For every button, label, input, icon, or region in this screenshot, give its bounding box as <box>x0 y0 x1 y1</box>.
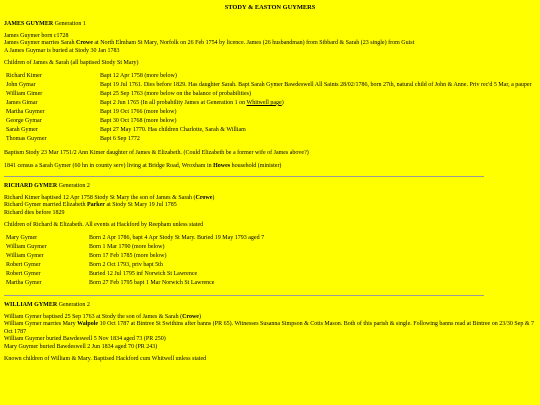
table-row <box>5 244 264 253</box>
intro-line-marriage: James Guymer marries Sarah Crowe at North Elmham St Mary, Norfolk on 26 Feb 1754 by licence. James (26 husbandman) from Sibbard & Sarah (23 single) from Guist <box>4 40 415 46</box>
table-row <box>5 82 532 91</box>
child-details: Born 17 Feb 1785 (more below) <box>89 252 167 259</box>
section-generation: Generation 2 <box>58 302 90 309</box>
section-generation: Generation 2 <box>58 183 90 190</box>
section-intro <box>4 195 536 218</box>
table-row <box>5 91 532 100</box>
child-details: Born 1 Mar 1790 (more below) <box>89 243 165 250</box>
table-row <box>5 73 532 82</box>
whitwell-page-link[interactable]: Whitwell page <box>246 99 282 106</box>
page-title: STODY & EASTON GUYMERS <box>224 4 316 11</box>
section-divider <box>4 176 484 177</box>
child-details: Bapt 19 Jul 1761. Dies before 1829. Has daughter Sarah. Bapt Sarah Gymer Bawdeswell All Saints 28/02/1786, born 27th, natural child of John & Anne. Priv rec'd 5 Mar, a pauper <box>100 81 532 88</box>
child-name: Sarah Gymer <box>6 127 38 134</box>
section-name: RICHARD GYMER <box>4 183 58 190</box>
child-details: Born 2 Apr 1786, bapt 4 Apr Stody St Mary. Buried 19 May 1793 aged 7 <box>89 234 265 241</box>
table-row <box>5 127 532 136</box>
table-row <box>5 100 532 109</box>
child-details: Born 27 Feb 1795 bapt 1 Mar Norwich St Lawrence <box>89 280 215 287</box>
table-row <box>5 118 532 127</box>
intro-line: William Gymer marries Mary Walpole 10 Oct 1787 at Bintree St Swithins after banns (PR 65). Witnesses Susanna Simpson & Cotts Mason. Both of this parish & single. Following banns read at Bintree on 23/30 Sep & 7 Oct 1787 <box>4 321 535 335</box>
section-generation: Generation 1 <box>54 21 86 27</box>
section-heading-william <box>4 302 536 310</box>
section-intro <box>4 33 536 56</box>
child-name: Mary Gymer <box>6 234 38 241</box>
intro-line: William Guymer buried Bawdeswell 5 Nov 1834 aged 73 (PR 250) <box>4 336 166 343</box>
intro-line: William Gymer baptised 25 Sep 1763 at Stody the son of James & Sarah (Crowe) <box>4 313 201 320</box>
intro-line: James Guymer born c1728 <box>4 32 69 39</box>
child-name: James Gimar <box>6 99 38 106</box>
children-table <box>5 73 532 146</box>
note-line: Baptism Stody 23 Mar 1751/2 Ann Kimer daughter of James & Elizabeth. (Could Elizabeth be a former wife of James above?) <box>4 150 309 157</box>
table-row <box>5 109 532 118</box>
table-row <box>5 271 264 280</box>
child-details: Buried 12 Jul 1795 inf Norwich St Lawrence <box>89 271 198 278</box>
intro-line: Richard dies before 1829 <box>4 209 65 216</box>
child-name: William Gimer <box>6 90 43 97</box>
child-details: Bapt 27 May 1770. Has children Charlotte, Sarah & William <box>100 127 246 134</box>
children-heading: Known children of William & Mary. Baptised Hackford cum Whitwell unless stated <box>4 356 207 363</box>
child-details: Bapt 12 Apr 1758 (more below) <box>100 72 177 79</box>
child-name: William Gymer <box>6 252 44 259</box>
children-table <box>5 235 264 290</box>
intro-line: A James Guymar is buried at Stody 30 Jan 1783 <box>4 47 120 54</box>
child-name: Martha Gymer <box>6 280 42 287</box>
child-details[interactable]: Bapt 2 Jun 1765 (In all probability James at Generation 1 on Whitwell page) <box>100 99 284 106</box>
child-name: William Guymer <box>6 243 47 250</box>
child-name: Martha Guymer <box>6 108 45 115</box>
table-row <box>5 280 264 289</box>
intro-line: Mary Guymer buried Bawdeswell 2 Jun 1834 aged 70 (PR 243) <box>4 343 158 350</box>
section-name: JAMES GUYMER <box>4 21 54 27</box>
child-name: Robert Gymer <box>6 271 41 278</box>
child-details: Bapt 19 Oct 1766 (more below) <box>100 108 177 115</box>
child-details: Bapt 25 Sep 1763 (more below on the balance of probabilities) <box>100 90 251 97</box>
note-line: 1841 census a Sarah Gymer (60 hn in county serv) living at Bridge Road, Wroxham in Howes household (minister) <box>4 162 282 169</box>
child-name: Robert Gymer <box>6 262 41 269</box>
table-row <box>5 136 532 145</box>
child-name: Richard Kimer <box>6 72 42 79</box>
section-divider <box>4 295 484 296</box>
intro-line: Richard Gymer married Elizabeth Parker at Stody St Mary 19 Jul 1785 <box>4 202 177 209</box>
child-name: Thomas Guymer <box>6 136 47 143</box>
table-row <box>5 253 264 262</box>
child-details: Born 2 Oct 1793, priv bapt 5th <box>89 262 163 269</box>
child-name: John Gymar <box>6 81 36 88</box>
section-heading-james <box>4 21 536 29</box>
table-row <box>5 235 264 244</box>
children-heading: Children of Richard & Elizabeth. All events at Hackford by Reepham unless stated <box>4 222 204 229</box>
child-details: Bapt 6 Sep 1772 <box>100 136 140 143</box>
section-intro <box>4 314 536 352</box>
intro-line: Richard Kimer baptised 12 Apr 1758 Stody St Mary the son of James & Sarah (Crowe) <box>4 194 215 201</box>
table-row <box>5 262 264 271</box>
child-name: George Gymar <box>6 117 42 124</box>
section-heading-richard <box>4 183 536 191</box>
section-name: WILLIAM GYMER <box>4 302 58 309</box>
children-heading: Children of James & Sarah (all baptised Stody St Mary) <box>4 60 139 66</box>
child-details: Bapt 30 Oct 1768 (more below) <box>100 117 177 124</box>
